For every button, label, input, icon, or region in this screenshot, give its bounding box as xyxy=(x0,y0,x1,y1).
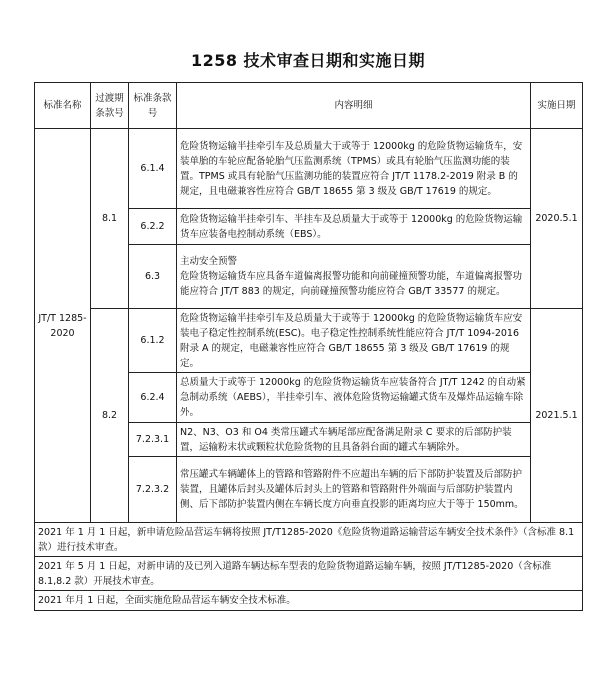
standards-table xyxy=(34,82,583,611)
note-text: 2021 年月 1 日起，全面实施危险品营运车辆安全技术标准。 xyxy=(35,591,583,611)
header-row xyxy=(35,83,583,129)
content-cell: 危险货物运输半挂牵引车及总质量大于或等于 12000kg 的危险货物运输货车，安装单胎的车轮应配备轮胎气压监测系统（TPMS）或具有轮胎气压监测功能的装置。TPMS 或具有轮胎气压监测功能的装置应符合 JT/T 1178.2-2019 附录 B 的规定，且电磁兼容性应符合 GB/T 18655 第 3 级及 GB/T 17619 的规定。 xyxy=(177,129,531,209)
header-standard-clause: 标准条款号 xyxy=(129,83,177,129)
standard-cell: JT/T 1285-2020 xyxy=(35,129,91,523)
clause-cell: 7.2.3.2 xyxy=(129,457,177,523)
page-title: 1258 技术审查日期和实施日期 xyxy=(190,51,426,70)
content-cell: 主动安全预警 危险货物运输货车应具备车道偏离报警功能和向前碰撞预警功能，车道偏离报警功能应符合 JT/T 883 的规定，向前碰撞预警功能应符合 GB/T 33577 的规定。 xyxy=(177,245,531,309)
header-transition-clause: 过渡期条款号 xyxy=(91,83,129,129)
note-row xyxy=(35,557,583,591)
effective-date-cell: 2021.5.1 xyxy=(531,309,583,523)
header-standard-name: 标准名称 xyxy=(35,83,91,129)
clause-cell: 7.2.3.1 xyxy=(129,423,177,457)
header-effective-date: 实施日期 xyxy=(531,83,583,129)
transition-clause-cell: 8.2 xyxy=(91,309,129,523)
note-row xyxy=(35,523,583,557)
content-cell: N2、N3、O3 和 O4 类常压罐式车辆尾部应配备满足附录 C 要求的后部防护装置，运输粉末状或颗粒状危险货物的且具备斜台面的罐式车辆除外。 xyxy=(177,423,531,457)
table-row xyxy=(35,309,583,373)
clause-cell: 6.3 xyxy=(129,245,177,309)
clause-cell: 6.2.4 xyxy=(129,373,177,423)
note-text: 2021 年 5 月 1 日起，对新申请的及已列入道路车辆达标车型表的危险货物道路运输车辆，按照 JT/T1285-2020（含标准 8.1,8.2 款）开展技术审查。 xyxy=(35,557,583,591)
note-row xyxy=(35,591,583,611)
content-cell: 危险货物运输半挂牵引车、半挂车及总质量大于或等于 12000kg 的危险货物运输货车应装备电控制动系统（EBS）。 xyxy=(177,209,531,245)
table-row xyxy=(35,129,583,209)
clause-cell: 6.1.4 xyxy=(129,129,177,209)
clause-cell: 6.1.2 xyxy=(129,309,177,373)
content-cell: 总质量大于或等于 12000kg 的危险货物运输货车应装备符合 JT/T 1242 的自动紧急制动系统（AEBS），半挂牵引车、液体危险货物运输罐式货车及爆炸品运输车除外。 xyxy=(177,373,531,423)
header-content: 内容明细 xyxy=(177,83,531,129)
effective-date-cell: 2020.5.1 xyxy=(531,129,583,309)
transition-clause-cell: 8.1 xyxy=(91,129,129,309)
clause-cell: 6.2.2 xyxy=(129,209,177,245)
content-cell: 常压罐式车辆罐体上的管路和管路附件不应超出车辆的后下部防护装置及后部防护装置，且罐体后封头及罐体后封头上的管路和管路附件外端面与后部防护装置内侧、后下部防护装置内侧在车辆长度方向垂直投影的距离均应大于等于 150mm。 xyxy=(177,457,531,523)
note-text: 2021 年 1 月 1 日起，新申请危险品营运车辆将按照 JT/T1285-2020《危险货物道路运输营运车辆安全技术条件》（含标准 8.1 款）进行技术审查。 xyxy=(35,523,583,557)
content-cell: 危险货物运输半挂牵引车及总质量大于或等于 12000kg 的危险货物运输货车应安装电子稳定性控制系统(ESC)。电子稳定性控制系统性能应符合 JT/T 1094-2016 附录 A 的规定，电磁兼容性应符合 GB/T 18655 第 3 级及 GB/T 17619 的规定。 xyxy=(177,309,531,373)
